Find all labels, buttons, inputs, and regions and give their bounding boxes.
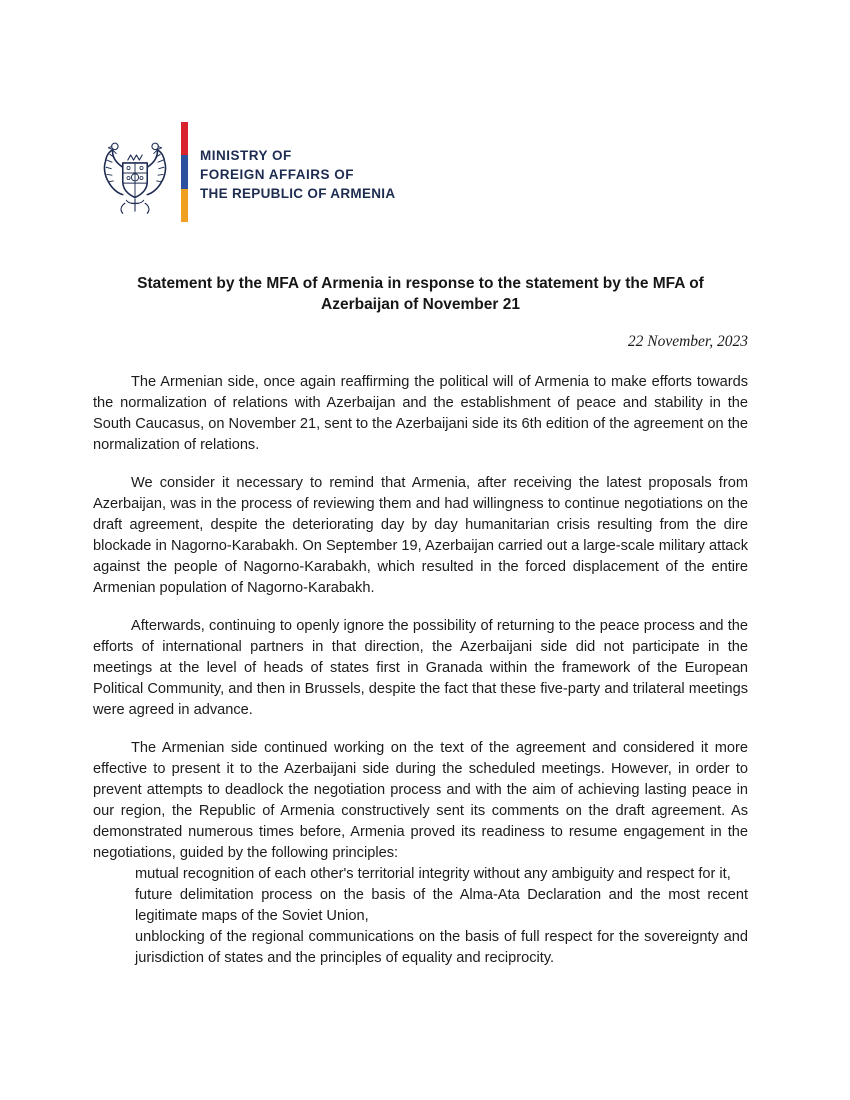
armenia-flag-stripe [181, 122, 188, 222]
flag-stripe-orange [181, 189, 188, 222]
document-content [93, 273, 748, 969]
ministry-name-line1: MINISTRY OF [200, 148, 292, 163]
armenia-coat-of-arms-icon [99, 134, 171, 225]
flag-stripe-red [181, 122, 188, 155]
paragraph-1: The Armenian side, once again reaffirming the political will of Armenia to make efforts towards the normalization of relations with Azerbaijan and the establishment of peace and stability in the South Caucasus, on November 21, sent to the Azerbaijani side its 6th edition of the agreement on the normalization of relations. [93, 374, 748, 453]
ministry-name [200, 146, 395, 203]
paragraph-2: We consider it necessary to remind that Armenia, after receiving the latest proposals from Azerbaijan, was in the process of reviewing them and had willingness to continue negotiations on the draft agreement, despite the deteriorating day by day humanitarian crisis resulting from the dire blockade in Nagorno-Karabakh. On September 19, Azerbaijan carried out a large-scale military attack against the people of Nagorno-Karabakh, which resulted in the forced displacement of the entire Armenian population of Nagorno-Karabakh. [93, 475, 748, 596]
flag-stripe-blue [181, 155, 188, 188]
principle-item-2: future delimitation process on the basis of the Alma-Ata Declaration and the most recent legitimate maps of the Soviet Union, [135, 887, 748, 924]
document-date: 22 November, 2023 [627, 333, 748, 350]
principle-item-1: mutual recognition of each other's territorial integrity without any ambiguity and respect for it, [135, 866, 731, 882]
paragraph-4: The Armenian side continued working on the text of the agreement and considered it more effective to present it to the Azerbaijani side during the scheduled meetings. However, in order to prevent attempts to deadlock the negotiation process and with the aim of achieving lasting peace in our region, the Republic of Armenia constructively sent its comments on the draft agreement. As demonstrated numerous times before, Armenia proved its readiness to resume engagement in the negotiations, guided by the following principles: [93, 740, 748, 861]
principles-list [93, 864, 748, 969]
document-title-line1: Statement by the MFA of Armenia in response to the statement by the MFA of [137, 275, 704, 292]
paragraph-3: Afterwards, continuing to openly ignore the possibility of returning to the peace process and the efforts of international partners in that direction, the Azerbaijani side did not participate in the meetings at the level of heads of states first in Granada within the framework of the European Political Community, and then in Brussels, despite the fact that these five-party and trilateral meetings were agreed in advance. [93, 618, 748, 718]
document-title-line2: Azerbaijan of November 21 [321, 296, 520, 313]
document-title [93, 273, 748, 315]
principle-item-3: unblocking of the regional communications on the basis of full respect for the sovereignty and jurisdiction of states and the principles of equality and reciprocity. [135, 929, 748, 966]
ministry-name-line3: THE REPUBLIC OF ARMENIA [200, 186, 396, 201]
ministry-name-line2: FOREIGN AFFAIRS OF [200, 167, 354, 182]
